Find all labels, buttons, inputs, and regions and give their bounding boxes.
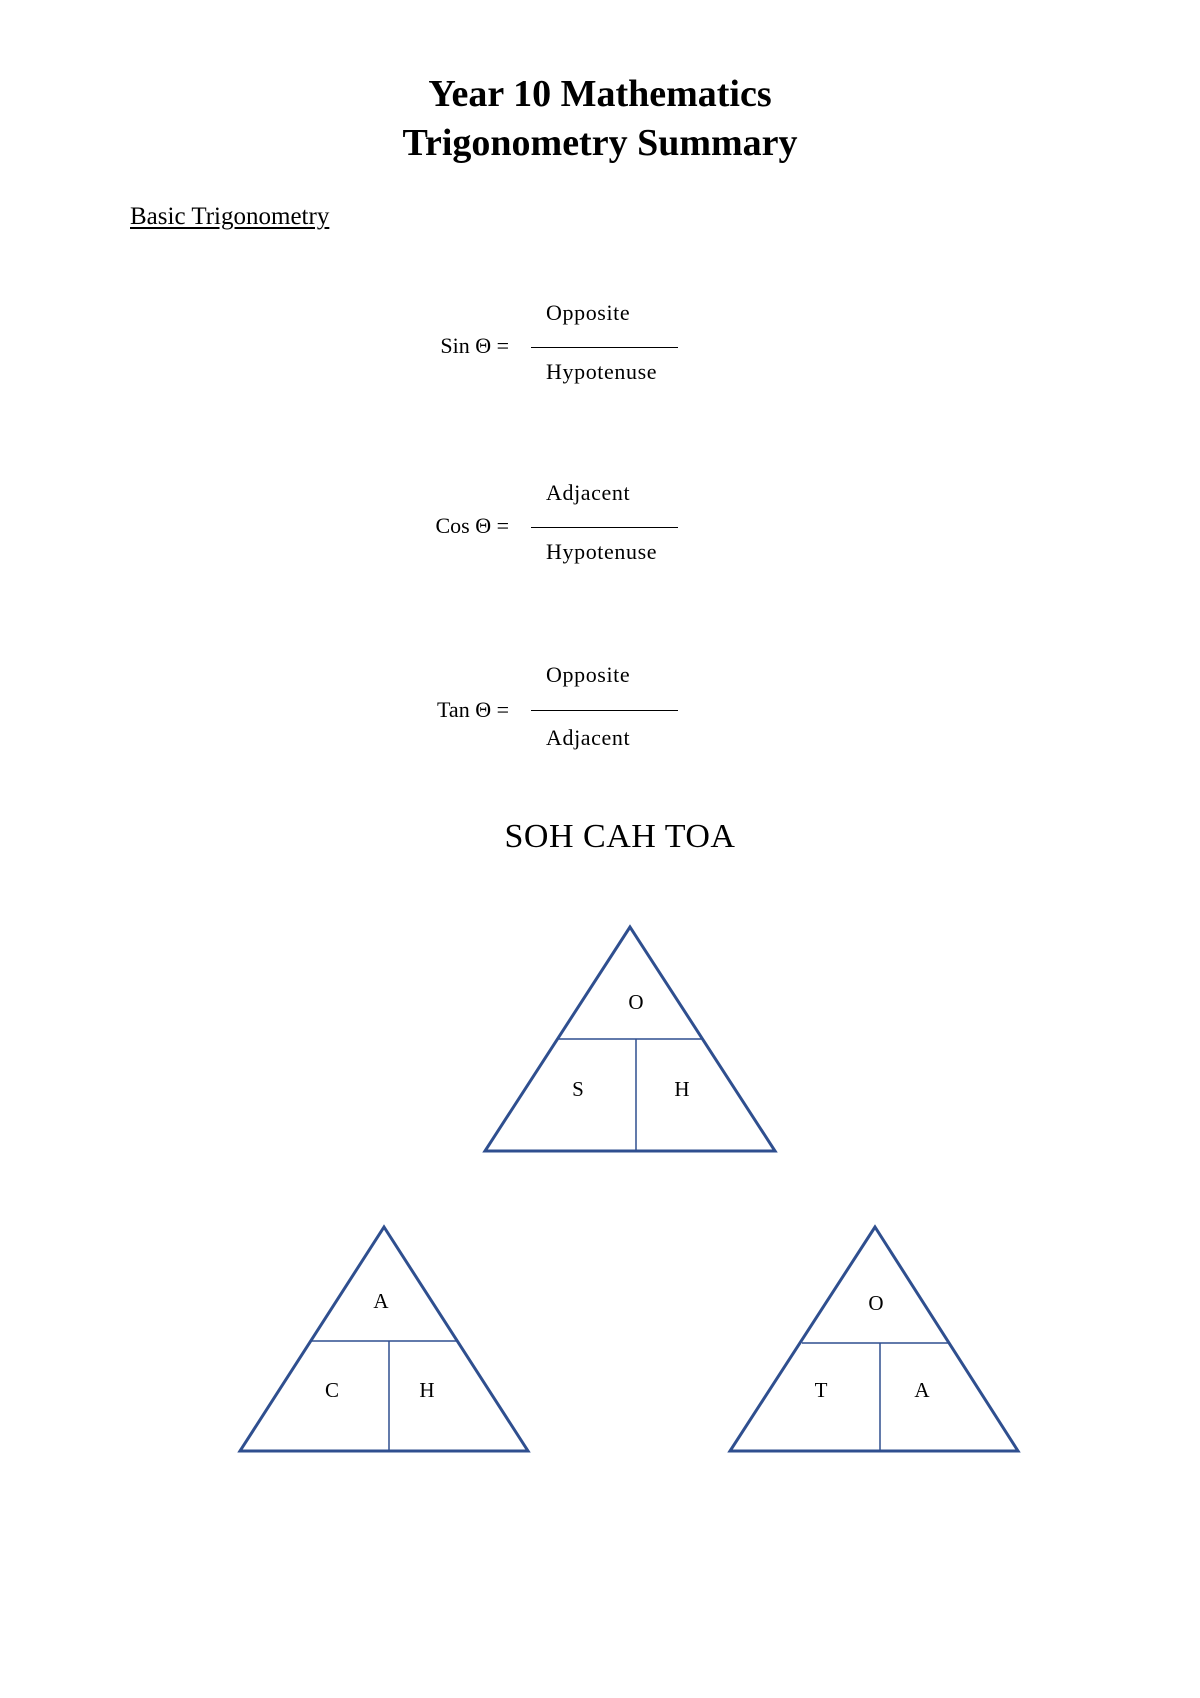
soh-cah-toa-mnemonic: SOH CAH TOA <box>504 818 736 855</box>
cah-triangle <box>240 1227 528 1451</box>
formula-denominator: Hypotenuse <box>546 539 658 564</box>
soh-triangle <box>485 927 775 1151</box>
formula-denominator: Adjacent <box>546 725 631 750</box>
triangle-bottom-left-letter: T <box>814 1378 828 1402</box>
formula-lhs: Tan Θ = <box>437 697 509 722</box>
title-line-1: Year 10 Mathematics <box>428 73 772 115</box>
formula-numerator: Opposite <box>546 300 631 325</box>
triangle-bottom-right-letter: A <box>914 1378 930 1402</box>
formula-lhs: Cos Θ = <box>435 513 509 538</box>
triangle-bottom-right-letter: H <box>419 1378 435 1402</box>
formula-lhs: Sin Θ = <box>440 333 509 358</box>
triangle-top-letter: O <box>628 990 644 1014</box>
title-line-2: Trigonometry Summary <box>402 122 798 164</box>
triangle-bottom-right-letter: H <box>674 1077 690 1101</box>
triangle-outline <box>240 1227 528 1451</box>
triangle-bottom-left-letter: C <box>324 1378 340 1402</box>
triangle-top-letter: O <box>868 1291 884 1315</box>
section-heading: Basic Trigonometry <box>130 203 330 230</box>
formula-denominator: Hypotenuse <box>546 359 658 384</box>
triangle-bottom-left-letter: S <box>572 1077 584 1101</box>
toa-triangle <box>730 1227 1018 1451</box>
formula-numerator: Opposite <box>546 662 631 687</box>
formula-numerator: Adjacent <box>546 480 631 505</box>
triangle-outline <box>730 1227 1018 1451</box>
triangle-top-letter: A <box>373 1289 389 1313</box>
